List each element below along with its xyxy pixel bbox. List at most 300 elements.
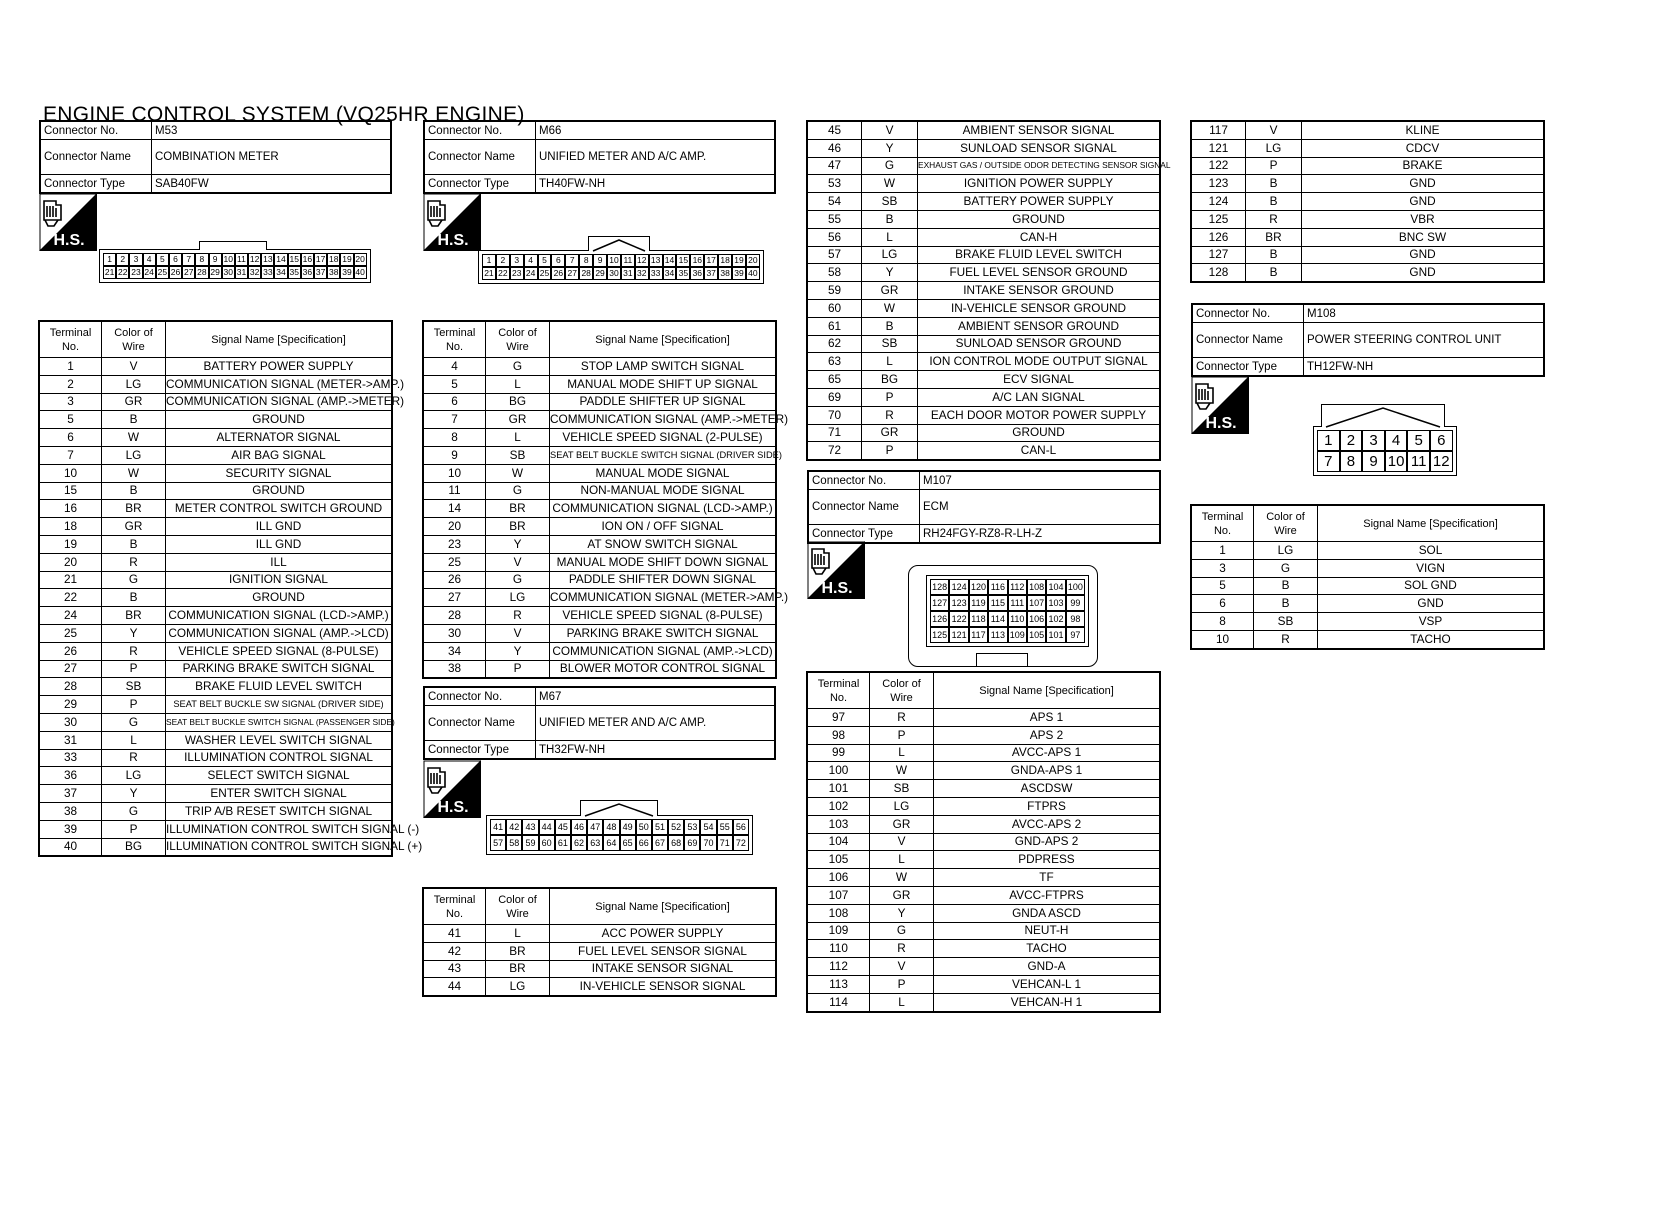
terminal-no: 8	[1191, 613, 1254, 631]
wire-color: R	[486, 607, 550, 625]
wire-color: Y	[862, 264, 918, 282]
harness-side-icon	[423, 193, 481, 251]
table-row	[807, 833, 1160, 851]
signal-name: GND-APS 2	[934, 833, 1161, 851]
connector-no-value: M67	[536, 687, 776, 706]
pin-cell: 72	[733, 835, 749, 851]
hs-label: H.S.	[53, 232, 85, 249]
pin-cell: 10	[1385, 451, 1408, 472]
wire-color: P	[862, 442, 918, 460]
pin-cell: 57	[490, 835, 506, 851]
wire-color: W	[102, 464, 166, 482]
pin-cell: 59	[522, 835, 538, 851]
pin-cell: 15	[289, 254, 299, 265]
pin-cell: 26	[170, 267, 181, 278]
wire-color: SB	[870, 780, 934, 798]
pin-cell: 106	[1027, 611, 1046, 627]
signal-name: FTPRS	[934, 797, 1161, 815]
signal-name: COMMUNICATION SIGNAL (AMP.->METER)	[550, 411, 777, 429]
terminal-no: 69	[807, 388, 862, 406]
pin-cell: 116	[988, 579, 1007, 595]
signal-name: TRIP A/B RESET SWITCH SIGNAL	[166, 802, 393, 820]
wire-color: G	[102, 571, 166, 589]
pin-cell: 39	[342, 267, 352, 278]
terminal-no: 72	[807, 442, 862, 460]
pin-cell: 126	[930, 611, 949, 627]
pin-cell: 100	[1066, 579, 1085, 595]
connector-type-value: TH32FW-NH	[536, 741, 776, 760]
pin-cell: 4	[143, 253, 156, 266]
pin-cell: 17	[315, 254, 326, 265]
table-row	[807, 869, 1160, 887]
wire-color: B	[102, 535, 166, 553]
table-header-row	[39, 321, 392, 358]
pin-cell: 40	[746, 267, 760, 280]
signal-name: AVCC-APS 2	[934, 815, 1161, 833]
pin-cell: 115	[988, 595, 1007, 611]
pin-cell: 110	[1008, 611, 1027, 627]
pin-cell: 11	[235, 253, 248, 266]
pin-cell: 125	[930, 627, 949, 643]
wire-color: W	[870, 869, 934, 887]
connector-info-m108	[1191, 303, 1545, 377]
table-row	[39, 660, 392, 678]
table-row	[1191, 193, 1544, 211]
terminal-no: 25	[39, 624, 102, 642]
wire-color: P	[1246, 157, 1302, 175]
terminal-no: 6	[423, 393, 486, 411]
terminal-no: 27	[423, 589, 486, 607]
pin-cell: 18	[329, 254, 339, 265]
pin-cell: 18	[718, 254, 732, 267]
terminal-table-m107	[1190, 120, 1545, 283]
wire-color: Y	[486, 535, 550, 553]
harness-side-icon	[39, 193, 97, 251]
table-row	[1191, 246, 1544, 264]
wire-color: B	[1246, 246, 1302, 264]
wire-color: LG	[102, 767, 166, 785]
color-of-wire-header: Color of Wire	[486, 321, 550, 358]
signal-name: IGNITION SIGNAL	[166, 571, 393, 589]
wire-color: W	[862, 299, 918, 317]
signal-name: PADDLE SHIFTER UP SIGNAL	[550, 393, 777, 411]
pin-cell: 64	[603, 835, 619, 851]
connector-latch	[588, 236, 650, 251]
table-row	[423, 571, 776, 589]
terminal-no: 14	[423, 500, 486, 518]
table-row	[423, 393, 776, 411]
terminal-no: 45	[807, 121, 862, 139]
wire-color: LG	[862, 246, 918, 264]
connector-name-label: Connector Name	[808, 490, 920, 525]
terminal-no: 47	[807, 157, 862, 175]
terminal-no: 18	[39, 518, 102, 536]
table-row	[39, 802, 392, 820]
pin-cell: 68	[668, 835, 684, 851]
terminal-no: 62	[807, 335, 862, 353]
signal-name: GROUND	[918, 424, 1161, 442]
table-row	[1191, 595, 1544, 613]
pin-cell: 30	[607, 267, 621, 280]
table-row	[807, 424, 1160, 442]
table-row	[807, 762, 1160, 780]
wire-color: BR	[486, 960, 550, 978]
signal-name: VEHICLE SPEED SIGNAL (8-PULSE)	[550, 607, 777, 625]
signal-name: GND	[1302, 175, 1545, 193]
table-row	[807, 975, 1160, 993]
terminal-no: 46	[807, 139, 862, 157]
signal-name-header: Signal Name [Specification]	[550, 321, 777, 358]
terminal-no: 102	[807, 797, 870, 815]
signal-name: AVCC-FTPRS	[934, 886, 1161, 904]
table-row	[1191, 139, 1544, 157]
connector-name-value: POWER STEERING CONTROL UNIT	[1304, 323, 1545, 358]
signal-name: GND	[1318, 595, 1545, 613]
hand-connector-icon	[44, 201, 61, 226]
wire-color: LG	[102, 446, 166, 464]
signal-name: BATTERY POWER SUPPLY	[918, 193, 1161, 211]
wire-color: P	[862, 388, 918, 406]
connector-face-m107	[926, 575, 1089, 647]
terminal-no: 44	[423, 978, 486, 996]
pin-cell: 3	[510, 254, 524, 267]
pin-cell: 98	[1066, 611, 1085, 627]
pin-cell: 11	[1407, 451, 1430, 472]
terminal-no: 40	[39, 838, 102, 856]
signal-name: COMMUNICATION SIGNAL (AMP.->LCD)	[550, 642, 777, 660]
pin-cell: 45	[555, 819, 571, 835]
wire-color: V	[486, 553, 550, 571]
pin-cell: 23	[131, 267, 141, 278]
terminal-table-m108	[1190, 504, 1545, 650]
table-row	[39, 820, 392, 838]
wire-color: Y	[862, 139, 918, 157]
wire-color: B	[1246, 175, 1302, 193]
terminal-no: 123	[1191, 175, 1246, 193]
table-row	[423, 642, 776, 660]
pin-cell: 19	[732, 254, 746, 267]
terminal-no: 6	[39, 429, 102, 447]
signal-name: ILLUMINATION CONTROL SWITCH SIGNAL (-)	[166, 820, 393, 838]
pin-cell: 44	[539, 819, 555, 835]
wire-color: L	[486, 429, 550, 447]
connector-no-label: Connector No.	[424, 121, 536, 140]
hs-label: H.S.	[1205, 415, 1237, 432]
pin-cell: 1	[103, 253, 116, 266]
terminal-no: 2	[39, 375, 102, 393]
signal-name: COMMUNICATION SIGNAL (AMP.->LCD)	[166, 624, 393, 642]
terminal-no: 61	[807, 317, 862, 335]
signal-name: VEHICLE SPEED SIGNAL (2-PULSE)	[550, 429, 777, 447]
pin-cell: 124	[949, 579, 968, 595]
wire-color: B	[1246, 264, 1302, 282]
terminal-no-header: Terminal No.	[1191, 505, 1254, 542]
wire-color: W	[102, 429, 166, 447]
wire-color: BG	[102, 838, 166, 856]
table-header-row	[807, 672, 1160, 709]
table-row	[39, 393, 392, 411]
table-row	[39, 446, 392, 464]
connector-no-value: M107	[920, 471, 1161, 490]
table-row	[39, 375, 392, 393]
wire-color: W	[870, 762, 934, 780]
signal-name: BRAKE	[1302, 157, 1545, 175]
terminal-no: 7	[39, 446, 102, 464]
signal-name: NEUT-H	[934, 922, 1161, 940]
signal-name: COMMUNICATION SIGNAL (METER->AMP.)	[166, 375, 393, 393]
table-row	[423, 589, 776, 607]
signal-name: SEAT BELT BUCKLE SWITCH SIGNAL (DRIVER SIDE)	[550, 446, 777, 464]
pin-cell: 2	[116, 253, 129, 266]
pin-cell: 67	[652, 835, 668, 851]
connector-info-m53	[39, 120, 392, 194]
signal-name: KLINE	[1302, 121, 1545, 139]
terminal-no: 122	[1191, 157, 1246, 175]
table-row	[39, 518, 392, 536]
pin-cell: 16	[690, 254, 704, 267]
connector-type-value: SAB40FW	[152, 175, 392, 194]
table-row	[807, 797, 1160, 815]
table-row	[807, 780, 1160, 798]
wire-color: B	[102, 411, 166, 429]
table-row	[807, 246, 1160, 264]
wire-color: V	[102, 358, 166, 376]
signal-name: ILLUMINATION CONTROL SWITCH SIGNAL (+)	[166, 838, 393, 856]
terminal-no: 20	[39, 553, 102, 571]
wire-color: SB	[862, 335, 918, 353]
pin-cell: 9	[1362, 451, 1385, 472]
pin-cell: 104	[1046, 579, 1065, 595]
pin-cell: 15	[676, 254, 690, 267]
signal-name: BRAKE FLUID LEVEL SWITCH	[918, 246, 1161, 264]
terminal-no: 9	[423, 446, 486, 464]
hs-label: H.S.	[437, 232, 469, 249]
pin-cell: 123	[949, 595, 968, 611]
wire-color: P	[870, 726, 934, 744]
wire-color: B	[102, 482, 166, 500]
signal-name: EACH DOOR MOTOR POWER SUPPLY	[918, 406, 1161, 424]
signal-name: COMMUNICATION SIGNAL (LCD->AMP.)	[166, 607, 393, 625]
terminal-table-m67	[422, 887, 777, 997]
table-row	[807, 282, 1160, 300]
connector-info-m66	[423, 120, 776, 194]
table-row	[39, 429, 392, 447]
pin-cell: 41	[490, 819, 506, 835]
terminal-no: 37	[39, 785, 102, 803]
table-row	[39, 696, 392, 714]
wire-color: LG	[102, 375, 166, 393]
signal-name: PARKING BRAKE SWITCH SIGNAL	[550, 624, 777, 642]
signal-name: ASCDSW	[934, 780, 1161, 798]
signal-name: NON-MANUAL MODE SIGNAL	[550, 482, 777, 500]
connector-name-value: UNIFIED METER AND A/C AMP.	[536, 140, 776, 175]
connector-no-label: Connector No.	[808, 471, 920, 490]
terminal-table-m53	[38, 320, 423, 857]
terminal-no: 71	[807, 424, 862, 442]
wire-color: L	[870, 744, 934, 762]
table-row	[1191, 559, 1544, 577]
terminal-no: 121	[1191, 139, 1246, 157]
pin-cell: 22	[118, 267, 128, 278]
table-row	[423, 411, 776, 429]
pin-cell: 9	[593, 254, 607, 267]
signal-name: GROUND	[166, 482, 393, 500]
terminal-no: 126	[1191, 228, 1246, 246]
terminal-no: 101	[807, 780, 870, 798]
wire-color: BR	[486, 942, 550, 960]
signal-name: ACC POWER SUPPLY	[550, 925, 777, 943]
connector-face-m67	[486, 815, 753, 855]
signal-name-header: Signal Name [Specification]	[550, 888, 777, 925]
wire-color: Y	[102, 785, 166, 803]
pin-cell: 99	[1066, 595, 1085, 611]
terminal-no-header: Terminal No.	[423, 888, 486, 925]
terminal-no: 10	[423, 464, 486, 482]
pin-cell: 7	[565, 254, 579, 267]
signal-name: ALTERNATOR SIGNAL	[166, 429, 393, 447]
table-row	[39, 785, 392, 803]
signal-name: VEHICLE SPEED SIGNAL (8-PULSE)	[166, 642, 393, 660]
signal-name: MANUAL MODE SIGNAL	[550, 464, 777, 482]
page-title: ENGINE CONTROL SYSTEM (VQ25HR ENGINE)	[43, 103, 525, 126]
pin-cell: 23	[510, 267, 524, 280]
wire-color: SB	[862, 193, 918, 211]
table-row	[807, 193, 1160, 211]
table-row	[807, 264, 1160, 282]
table-row	[423, 942, 776, 960]
terminal-no: 7	[423, 411, 486, 429]
terminal-no: 98	[807, 726, 870, 744]
terminal-no: 26	[423, 571, 486, 589]
color-of-wire-header: Color of Wire	[486, 888, 550, 925]
signal-name: GND	[1302, 246, 1545, 264]
table-row	[807, 317, 1160, 335]
pin-cell: 46	[571, 819, 587, 835]
connector-latch	[580, 800, 658, 816]
pin-cell: 19	[342, 254, 352, 265]
pin-cell: 117	[969, 627, 988, 643]
wire-color: R	[862, 406, 918, 424]
terminal-no-header: Terminal No.	[423, 321, 486, 358]
wire-color: L	[862, 228, 918, 246]
pin-cell: 128	[930, 579, 949, 595]
signal-name: PDPRESS	[934, 851, 1161, 869]
table-row	[1191, 264, 1544, 282]
terminal-table-m107	[806, 671, 1161, 1013]
terminal-table-m66	[422, 320, 789, 679]
table-row	[807, 353, 1160, 371]
pin-cell: 28	[197, 267, 207, 278]
signal-name: ILLUMINATION CONTROL SIGNAL	[166, 749, 393, 767]
pin-cell: 119	[969, 595, 988, 611]
pin-cell: 60	[539, 835, 555, 851]
pin-cell: 2	[1340, 430, 1363, 451]
signal-name-header: Signal Name [Specification]	[1318, 505, 1545, 542]
pin-cell: 13	[263, 254, 273, 265]
terminal-no: 57	[807, 246, 862, 264]
terminal-no: 23	[423, 535, 486, 553]
pin-cell: 35	[676, 267, 690, 280]
terminal-no: 107	[807, 886, 870, 904]
terminal-no: 124	[1191, 193, 1246, 211]
table-row	[807, 371, 1160, 389]
terminal-table-m67	[806, 120, 1171, 461]
pin-cell: 12	[1430, 451, 1453, 472]
pin-cell: 63	[587, 835, 603, 851]
table-row	[807, 922, 1160, 940]
wire-color: L	[870, 993, 934, 1011]
wire-color: G	[102, 713, 166, 731]
wire-color: L	[486, 375, 550, 393]
pin-cell: 2	[496, 254, 510, 267]
pin-cell: 37	[315, 267, 326, 278]
table-row	[423, 925, 776, 943]
signal-name: BLOWER MOTOR CONTROL SIGNAL	[550, 660, 777, 678]
table-row	[423, 518, 776, 536]
signal-name: COMMUNICATION SIGNAL (LCD->AMP.)	[550, 500, 777, 518]
signal-name: AVCC-APS 1	[934, 744, 1161, 762]
pin-cell: 43	[522, 819, 538, 835]
pin-cell: 32	[249, 267, 260, 278]
terminal-no: 33	[39, 749, 102, 767]
pin-cell: 62	[571, 835, 587, 851]
table-row	[39, 535, 392, 553]
signal-name: STOP LAMP SWITCH SIGNAL	[550, 358, 777, 376]
wire-color: BR	[486, 518, 550, 536]
pin-cell: 25	[538, 267, 552, 280]
hs-label: H.S.	[437, 799, 469, 816]
pin-cell: 108	[1027, 579, 1046, 595]
wire-color: LG	[1254, 542, 1318, 560]
signal-name: METER CONTROL SWITCH GROUND	[166, 500, 393, 518]
signal-name: BNC SW	[1302, 228, 1545, 246]
wire-color: P	[102, 820, 166, 838]
terminal-no: 105	[807, 851, 870, 869]
wire-color: GR	[870, 886, 934, 904]
wire-color: P	[486, 660, 550, 678]
color-of-wire-header: Color of Wire	[870, 672, 934, 709]
table-row	[807, 744, 1160, 762]
table-row	[39, 678, 392, 696]
table-row	[1191, 121, 1544, 139]
signal-name: INTAKE SENSOR SIGNAL	[550, 960, 777, 978]
connector-no-value: M53	[152, 121, 392, 140]
hand-connector-icon	[812, 549, 829, 574]
wire-color: V	[486, 624, 550, 642]
table-row	[423, 535, 776, 553]
wire-color: BR	[486, 500, 550, 518]
pin-cell: 47	[587, 819, 603, 835]
pin-cell: 1	[1317, 430, 1340, 451]
terminal-no: 29	[39, 696, 102, 714]
signal-name: VEHCAN-L 1	[934, 975, 1161, 993]
signal-name: SEAT BELT BUCKLE SWITCH SIGNAL (PASSENGER SIDE)	[166, 713, 393, 731]
signal-name: SOL	[1318, 542, 1545, 560]
terminal-no: 27	[39, 660, 102, 678]
table-header-row	[423, 888, 776, 925]
wire-color: P	[870, 975, 934, 993]
wire-color: L	[862, 353, 918, 371]
pin-cell: 28	[579, 267, 593, 280]
pin-cell: 8	[1340, 451, 1363, 472]
table-row	[807, 958, 1160, 976]
wire-color: R	[1254, 630, 1318, 648]
pin-cell: 33	[263, 267, 273, 278]
table-row	[39, 482, 392, 500]
wire-color: BG	[862, 371, 918, 389]
pin-cell: 30	[223, 267, 234, 278]
table-row	[807, 139, 1160, 157]
